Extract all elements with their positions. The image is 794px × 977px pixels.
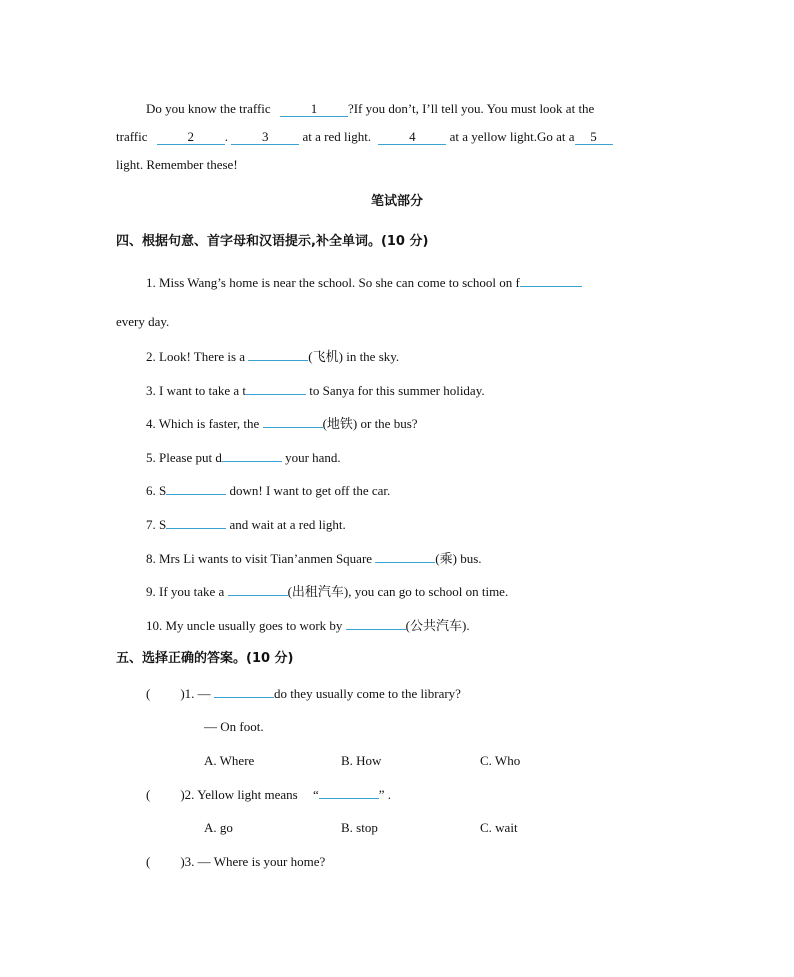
passage-line-3 xyxy=(116,157,238,173)
answer-blank[interactable] xyxy=(263,427,323,428)
passage-text: ?If you don’t, I’ll tell you. You must look at the xyxy=(347,101,595,116)
s4-item-1 xyxy=(146,275,582,291)
period: . xyxy=(387,787,392,802)
s4-item-6 xyxy=(146,483,390,499)
s4-item-9 xyxy=(146,584,508,600)
s4-item-2 xyxy=(146,349,399,365)
item-text: every day. xyxy=(116,314,170,329)
item-text: down! I want to get off the car. xyxy=(229,483,391,498)
item-text: 10. My uncle usually goes to work by xyxy=(146,618,343,633)
question-text: )1. — xyxy=(180,686,211,701)
blank-number: 3 xyxy=(262,129,269,144)
answer-blank[interactable] xyxy=(166,528,226,529)
answer-blank[interactable] xyxy=(375,562,435,563)
quote-open: “ xyxy=(312,787,319,802)
answer-blank[interactable] xyxy=(246,394,306,395)
item-text: 6. S xyxy=(146,483,167,498)
question-text: )3. — Where is your home? xyxy=(180,854,326,869)
question-text: do they usually come to the library? xyxy=(273,686,461,701)
item-text: (公共汽车). xyxy=(405,618,470,633)
item-text: to Sanya for this summer holiday. xyxy=(309,383,485,398)
item-text: 4. Which is faster, the xyxy=(146,416,260,431)
blank-number: 5 xyxy=(590,129,597,144)
s5-q3 xyxy=(146,854,325,870)
blank-number: 4 xyxy=(409,129,416,144)
blank-number: 2 xyxy=(187,129,195,144)
passage-text: Do you know the traffic xyxy=(146,101,271,116)
item-text: 8. Mrs Li wants to visit Tian’anmen Square xyxy=(146,551,373,566)
item-text: and wait at a red light. xyxy=(229,517,346,532)
blank-number: 1 xyxy=(310,101,318,116)
option-b[interactable]: B. How xyxy=(341,753,382,768)
option-a[interactable]: A. go xyxy=(204,820,233,835)
s4-item-10 xyxy=(146,618,470,634)
quote-close: ” xyxy=(378,787,385,802)
s5-q2 xyxy=(146,787,391,803)
blank-2[interactable] xyxy=(157,130,225,145)
answer-paren[interactable]: ( xyxy=(146,854,151,869)
answer-blank[interactable] xyxy=(222,461,282,462)
answer-paren[interactable]: ( xyxy=(146,686,151,701)
written-part-title: 笔试部分 xyxy=(370,194,423,209)
section-4-title: 四、根据句意、首字母和汉语提示,补全单词。(10 分) xyxy=(116,234,429,249)
s4-item-1-cont xyxy=(116,314,169,330)
item-text: your hand. xyxy=(285,450,341,465)
item-text: (出租汽车), you can go to school on time. xyxy=(287,584,509,599)
s4-item-4 xyxy=(146,416,418,432)
answer-blank[interactable] xyxy=(214,697,274,698)
passage-text: at a yellow light.Go at a xyxy=(449,129,575,144)
s5-q1 xyxy=(146,686,461,702)
section-5-title: 五、选择正确的答案。(10 分) xyxy=(116,651,294,666)
answer-blank[interactable] xyxy=(520,286,582,287)
passage-line-1 xyxy=(146,101,594,117)
item-text: 5. Please put d xyxy=(146,450,222,465)
item-text: 3. I want to take a t xyxy=(146,383,246,398)
s4-item-5 xyxy=(146,450,341,466)
answer-blank[interactable] xyxy=(166,494,226,495)
option-c[interactable]: C. wait xyxy=(480,820,518,835)
item-text: 2. Look! There is a xyxy=(146,349,246,364)
item-text: (地铁) or the bus? xyxy=(322,416,418,431)
s5-q1-reply: — On foot. xyxy=(204,719,264,734)
question-text: )2. Yellow light means xyxy=(180,787,298,802)
item-text: (乘) bus. xyxy=(435,551,482,566)
option-c[interactable]: C. Who xyxy=(480,753,521,768)
s4-item-7 xyxy=(146,517,346,533)
item-text: 9. If you take a xyxy=(146,584,225,599)
blank-1[interactable] xyxy=(280,102,348,117)
passage-line-2: traffic 2 . 3 at a red light. 4 at a yellow light.Go at a 5 xyxy=(116,129,613,145)
blank-5[interactable] xyxy=(575,130,613,145)
answer-blank[interactable] xyxy=(228,595,288,596)
passage-text: at a red light. xyxy=(302,129,372,144)
item-text: (飞机) in the sky. xyxy=(308,349,400,364)
option-b[interactable]: B. stop xyxy=(341,820,378,835)
s4-item-8 xyxy=(146,551,482,567)
answer-paren[interactable]: ( xyxy=(146,787,151,802)
passage-text: light. Remember these! xyxy=(116,157,238,172)
answer-blank[interactable] xyxy=(248,360,308,361)
option-a[interactable]: A. Where xyxy=(204,753,255,768)
answer-blank[interactable] xyxy=(319,798,379,799)
blank-3[interactable] xyxy=(231,130,299,145)
item-text: 1. Miss Wang’s home is near the school. So she can come to school on f xyxy=(146,275,520,290)
answer-blank[interactable] xyxy=(346,629,406,630)
passage-text: traffic xyxy=(116,129,148,144)
s4-item-3 xyxy=(146,383,485,399)
blank-4[interactable] xyxy=(378,130,446,145)
item-text: 7. S xyxy=(146,517,167,532)
